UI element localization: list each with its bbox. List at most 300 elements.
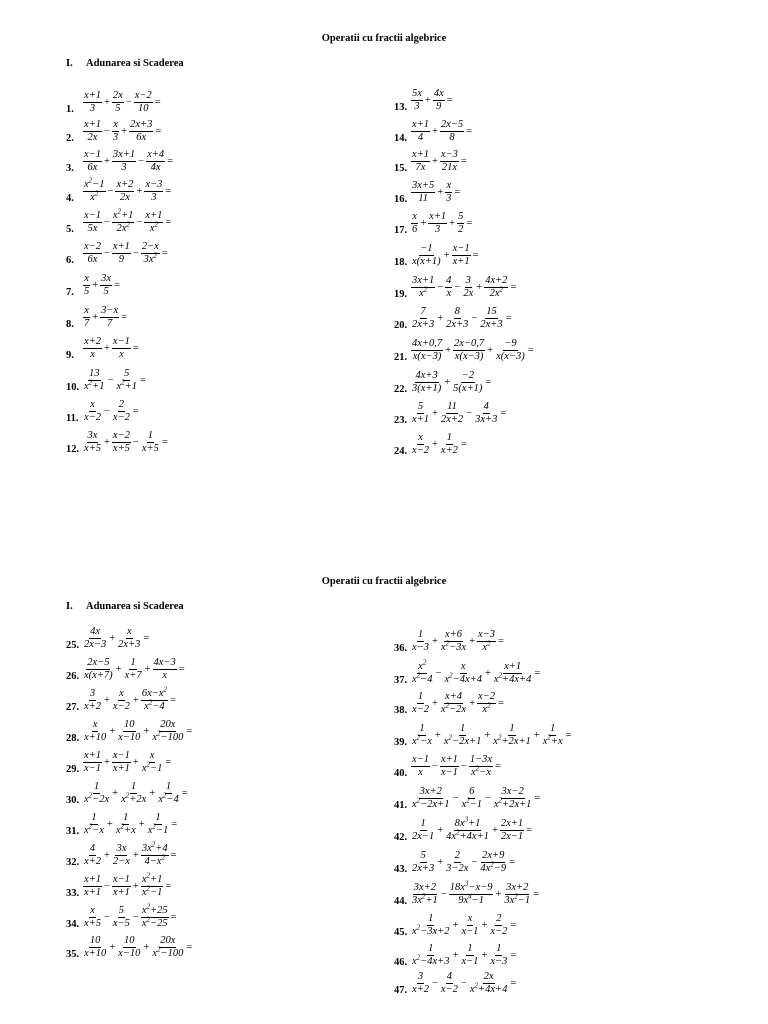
equals-sign: = — [165, 216, 172, 228]
denominator: x+10 — [84, 947, 107, 959]
equals-sign: = — [510, 977, 517, 989]
numerator: 4x+0,7 — [412, 337, 443, 349]
denominator: 3(x+1) — [412, 382, 442, 394]
fraction — [83, 781, 110, 806]
operator: − — [132, 911, 139, 923]
fraction — [83, 210, 102, 235]
fraction — [449, 879, 494, 907]
exercise-number: 41. — [394, 800, 408, 811]
denominator: x−2 — [84, 411, 101, 423]
exercise-number: 24. — [394, 446, 408, 457]
denominator: $4x^2+4x+1$ — [446, 828, 489, 842]
operator: − — [104, 911, 110, 923]
fraction — [411, 882, 439, 907]
numerator: 3x−2 — [501, 785, 524, 797]
denominator: 3 — [112, 131, 119, 143]
numerator: $x^2$ — [418, 658, 427, 672]
exercise-number: 34. — [66, 919, 80, 930]
operator: − — [432, 977, 438, 989]
fraction — [141, 902, 169, 930]
operator: + — [443, 249, 450, 261]
exercise-number: 35. — [66, 949, 80, 960]
denominator: $x^2-100$ — [152, 945, 184, 959]
numerator: 7 — [420, 305, 426, 317]
operator: + — [104, 694, 110, 706]
numerator: x — [92, 718, 98, 730]
equals-sign: = — [139, 374, 146, 386]
equals-sign: = — [454, 186, 461, 198]
numerator: 15 — [486, 305, 497, 317]
fraction-expression — [410, 149, 468, 174]
exercise-number: 44. — [394, 896, 408, 907]
fraction — [83, 688, 102, 713]
operator: + — [481, 919, 488, 931]
fraction-expression — [410, 913, 517, 938]
exercise-item — [66, 930, 193, 964]
equals-sign: = — [533, 888, 540, 900]
denominator: 2x+3 — [412, 862, 435, 874]
operator: − — [107, 374, 114, 386]
denominator: $x^2$ — [482, 701, 491, 715]
fraction — [112, 843, 131, 868]
fraction-expression — [82, 430, 169, 455]
fraction — [83, 626, 107, 651]
exercise-item — [66, 683, 177, 717]
fraction — [83, 305, 90, 330]
numerator: x+1 — [145, 209, 163, 221]
numerator: x — [126, 625, 132, 637]
operator: − — [437, 281, 444, 293]
equals-sign: = — [498, 635, 504, 647]
numerator: x−1 — [112, 749, 130, 761]
fraction — [83, 368, 106, 393]
numerator: $x^2-1$ — [84, 176, 105, 190]
denominator: $x^2-25$ — [141, 915, 168, 929]
fraction-expression — [82, 750, 172, 775]
fraction-expression — [82, 336, 140, 361]
fraction — [153, 657, 177, 682]
exercise-item — [66, 425, 169, 459]
section-label: Adunarea si Scaderea — [86, 601, 184, 612]
numerator: x+1 — [84, 749, 101, 761]
denominator: 2x+3 — [480, 318, 503, 330]
fraction-expression — [410, 658, 541, 686]
fraction — [112, 149, 136, 174]
exercise-number: 13. — [394, 102, 408, 113]
fraction — [112, 874, 131, 899]
denominator: x−1 — [461, 925, 479, 937]
fraction-expression — [82, 719, 193, 744]
denominator: $x^2-100$ — [152, 729, 184, 743]
numerator: 1 — [459, 722, 466, 734]
denominator: 2x−3 — [84, 638, 107, 650]
fraction-expression — [410, 88, 454, 113]
numerator: 4 — [446, 970, 453, 982]
equals-sign: = — [526, 824, 533, 836]
operator: − — [454, 281, 461, 293]
fraction — [120, 781, 147, 806]
fraction — [452, 243, 471, 268]
denominator: 2−x — [112, 855, 130, 867]
section-number: I. — [66, 58, 73, 69]
fraction-expression — [410, 180, 461, 205]
fraction — [144, 210, 163, 235]
operator: + — [109, 725, 116, 737]
numerator: x−2 — [84, 240, 101, 252]
operator: + — [432, 438, 438, 450]
numerator: −1 — [420, 242, 433, 254]
fraction — [83, 905, 102, 930]
numerator: 5 — [417, 400, 424, 412]
operator: − — [138, 155, 145, 167]
numerator: 2x+1 — [500, 817, 524, 829]
equals-sign: = — [165, 756, 172, 768]
equals-sign: = — [500, 407, 507, 419]
fraction — [129, 119, 153, 144]
denominator: 9 — [436, 100, 442, 112]
fraction — [141, 840, 169, 868]
fraction — [141, 241, 160, 266]
equals-sign: = — [460, 155, 467, 167]
denominator: x+7 — [124, 669, 142, 681]
fraction — [440, 629, 467, 654]
fraction-expression — [410, 243, 480, 268]
operator: + — [432, 407, 438, 419]
exercise-number: 40. — [394, 768, 408, 779]
operator: + — [432, 635, 438, 647]
numerator: 5 — [124, 367, 130, 379]
numerator: 4 — [446, 274, 452, 286]
denominator: 6x — [87, 161, 98, 173]
denominator: 3 — [89, 102, 96, 114]
numerator: 1 — [131, 780, 137, 792]
denominator: x+1 — [112, 762, 130, 774]
exercise-item — [394, 908, 517, 942]
exercise-number: 29. — [66, 764, 80, 775]
fraction — [124, 657, 143, 682]
numerator: x — [467, 912, 473, 924]
denominator: $x^2-1$ — [141, 884, 163, 898]
operator: + — [434, 729, 441, 741]
fraction-expression — [410, 432, 468, 457]
denominator: 6 — [412, 223, 418, 235]
exercise-item — [66, 331, 140, 365]
numerator: 4x — [433, 87, 444, 99]
numerator: −2 — [461, 369, 474, 381]
numerator: 2 — [118, 398, 125, 410]
exercise-item — [66, 900, 178, 934]
numerator: 1 — [91, 811, 97, 823]
denominator: 7 — [107, 317, 113, 329]
fraction — [411, 180, 435, 205]
fraction — [83, 719, 107, 744]
operator: + — [132, 694, 139, 706]
denominator: x−2 — [112, 700, 130, 712]
fraction — [83, 399, 102, 424]
exercise-item — [394, 966, 517, 1000]
exercise-item — [394, 83, 454, 117]
numerator: x+1 — [84, 118, 101, 130]
denominator: $x^2$ — [149, 220, 158, 234]
denominator: x−1 — [84, 762, 101, 774]
numerator: x+2 — [116, 178, 134, 190]
fraction-expression — [82, 781, 189, 806]
numerator: x+1 — [429, 210, 447, 222]
denominator: $x^2-2x+1$ — [443, 733, 482, 747]
fraction-expression — [410, 754, 502, 779]
fraction-expression — [82, 871, 172, 899]
fraction — [443, 723, 483, 748]
fraction-expression — [82, 241, 169, 266]
fraction — [112, 905, 131, 930]
numerator: x−3 — [145, 178, 163, 190]
operator: + — [121, 125, 128, 137]
equals-sign: = — [509, 856, 516, 868]
numerator: $8x^3+1$ — [454, 815, 481, 829]
exercise-number: 42. — [394, 832, 408, 843]
fraction-expression — [410, 306, 513, 331]
exercise-item — [394, 238, 480, 272]
fraction-expression — [82, 657, 186, 682]
numerator: $x^2+1$ — [141, 871, 163, 885]
denominator: x+5 — [84, 442, 101, 454]
denominator: $x^2-3x+2$ — [412, 923, 450, 937]
numerator: x — [90, 904, 95, 916]
worksheet-title: Operatii cu fractii algebrice — [321, 576, 447, 587]
exercise-item — [394, 144, 468, 178]
numerator: 1 — [419, 722, 425, 734]
fraction — [151, 719, 184, 744]
operator: − — [471, 312, 478, 324]
denominator: $x^2-4$ — [144, 698, 165, 712]
operator: + — [106, 818, 113, 830]
numerator: 3x+2 — [419, 785, 442, 797]
exercise-number: 21. — [394, 352, 408, 363]
fraction — [115, 368, 138, 393]
numerator: 4 — [89, 842, 96, 854]
fraction-expression — [82, 119, 162, 144]
operator: + — [469, 635, 476, 647]
numerator: 1 — [467, 942, 473, 954]
operator: + — [424, 94, 431, 106]
denominator: x−2 — [412, 444, 429, 456]
denominator: x+1 — [452, 255, 470, 267]
denominator: 2x — [119, 191, 130, 203]
numerator: 2x+9 — [482, 849, 505, 861]
operator: + — [432, 697, 438, 709]
equals-sign: = — [527, 344, 534, 356]
equals-sign: = — [510, 281, 517, 293]
denominator: 2x — [463, 287, 474, 299]
fraction — [83, 430, 102, 455]
operator: + — [104, 756, 110, 768]
section-number: I. — [66, 601, 73, 612]
numerator: 1 — [446, 431, 453, 443]
denominator: $x^2-x$ — [84, 822, 104, 836]
equals-sign: = — [154, 96, 161, 108]
numerator: 2x — [112, 89, 123, 101]
operator: − — [104, 125, 110, 137]
numerator: x−2 — [134, 89, 152, 101]
operator: + — [491, 824, 498, 836]
fraction — [474, 401, 498, 426]
denominator: x+2 — [84, 700, 101, 712]
numerator: 3x — [87, 429, 98, 441]
numerator: x−1 — [84, 209, 101, 221]
denominator: x+5 — [84, 917, 101, 929]
fraction — [445, 815, 490, 843]
numerator: x−1 — [112, 873, 130, 885]
fraction — [141, 750, 164, 775]
denominator: $x^2$ — [482, 639, 491, 653]
operator: + — [138, 818, 145, 830]
fraction — [440, 432, 459, 457]
operator: + — [115, 663, 122, 675]
numerator: 20x — [160, 934, 176, 946]
fraction — [411, 629, 430, 654]
operator: + — [104, 155, 110, 167]
operator: + — [132, 849, 139, 861]
denominator: x — [119, 348, 124, 360]
denominator: $x^2$ — [90, 189, 99, 203]
exercise-number: 19. — [394, 289, 408, 300]
fraction — [440, 971, 459, 996]
fraction-expression — [410, 691, 505, 716]
numerator: x — [460, 660, 466, 672]
exercise-item — [394, 624, 505, 658]
exercise-item — [66, 394, 140, 428]
exercise-number: 6. — [66, 255, 74, 266]
fraction — [457, 211, 464, 236]
fraction — [411, 913, 451, 938]
fraction — [117, 626, 141, 651]
exercise-number: 37. — [394, 675, 408, 686]
denominator: 5 — [84, 285, 90, 297]
numerator: 20x — [160, 718, 176, 730]
denominator: $x^2+1$ — [84, 378, 105, 392]
numerator: 3 — [89, 687, 96, 699]
numerator: $x^2+25$ — [141, 902, 168, 916]
fraction-expression — [82, 812, 178, 837]
fraction-expression — [82, 273, 121, 298]
denominator: 9 — [118, 253, 125, 265]
denominator: x — [418, 766, 423, 778]
fraction — [484, 275, 508, 300]
exercise-number: 32. — [66, 857, 80, 868]
denominator: x−2 — [112, 411, 130, 423]
fraction — [141, 430, 160, 455]
fraction — [134, 90, 153, 115]
fraction — [445, 180, 452, 205]
denominator: x−3 — [412, 641, 429, 653]
denominator: $x^2-x$ — [471, 764, 491, 778]
numerator: x — [90, 398, 95, 410]
equals-sign: = — [178, 663, 185, 675]
denominator: $x^2+4x+4$ — [493, 671, 532, 685]
exercise-number: 17. — [394, 225, 408, 236]
numerator: 1 — [147, 429, 153, 441]
denominator: 3−2x — [446, 862, 469, 874]
exercise-item — [394, 206, 473, 240]
exercise-number: 38. — [394, 705, 408, 716]
exercise-item — [394, 427, 468, 461]
denominator: x−1 — [461, 955, 479, 967]
denominator: 10 — [138, 102, 149, 114]
numerator: 3x — [101, 272, 112, 284]
fraction — [462, 275, 474, 300]
denominator: x+5 — [141, 442, 159, 454]
equals-sign: = — [495, 760, 502, 772]
numerator: 4x+2 — [485, 274, 508, 286]
denominator: x−10 — [118, 731, 141, 743]
exercise-number: 10. — [66, 382, 80, 393]
fraction — [428, 211, 447, 236]
fraction — [83, 812, 105, 837]
equals-sign: = — [171, 818, 178, 830]
exercise-item — [394, 813, 533, 847]
operator: − — [440, 888, 447, 900]
numerator: 1 — [428, 912, 434, 924]
denominator: $4-x^2$ — [144, 853, 165, 867]
operator: + — [437, 186, 444, 198]
denominator: 5x — [87, 222, 98, 234]
fraction — [83, 90, 102, 115]
numerator: 1 — [417, 628, 424, 640]
numerator: x+4 — [445, 690, 462, 702]
fraction-expression — [410, 971, 517, 996]
numerator: x — [418, 431, 423, 443]
denominator: x+1 — [84, 886, 101, 898]
fraction — [83, 750, 102, 775]
numerator: 10 — [124, 718, 135, 730]
exercise-number: 33. — [66, 888, 80, 899]
denominator: $x^2-1$ — [147, 822, 169, 836]
operator: + — [444, 376, 451, 388]
fraction-expression — [410, 338, 535, 363]
numerator: x−3 — [440, 148, 458, 160]
denominator: 4 — [417, 131, 424, 143]
numerator: 5 — [420, 849, 426, 861]
equals-sign: = — [510, 919, 517, 931]
fraction — [445, 306, 469, 331]
numerator: 3x+2 — [506, 881, 529, 893]
fraction — [115, 812, 137, 837]
exercise-item — [394, 333, 535, 367]
numerator: $x^2+1$ — [112, 207, 134, 221]
fraction — [440, 119, 464, 144]
operator: − — [104, 247, 110, 259]
operator: + — [104, 342, 110, 354]
denominator: x−1 — [440, 766, 458, 778]
fraction-expression — [82, 207, 172, 235]
fraction-expression — [410, 211, 473, 236]
fraction — [83, 273, 90, 298]
denominator: 8 — [449, 131, 455, 143]
numerator: x−3 — [478, 628, 496, 640]
exercise-item — [66, 869, 172, 903]
operator: + — [132, 880, 139, 892]
exercise-number: 14. — [394, 133, 408, 144]
fraction-expression — [82, 368, 147, 393]
fraction — [542, 723, 564, 748]
equals-sign: = — [186, 725, 193, 737]
exercise-number: 25. — [66, 640, 80, 651]
operator: + — [533, 729, 540, 741]
fraction-expression — [82, 149, 174, 174]
fraction — [440, 754, 459, 779]
numerator: 3x+1 — [112, 148, 136, 160]
equals-sign: = — [446, 94, 453, 106]
